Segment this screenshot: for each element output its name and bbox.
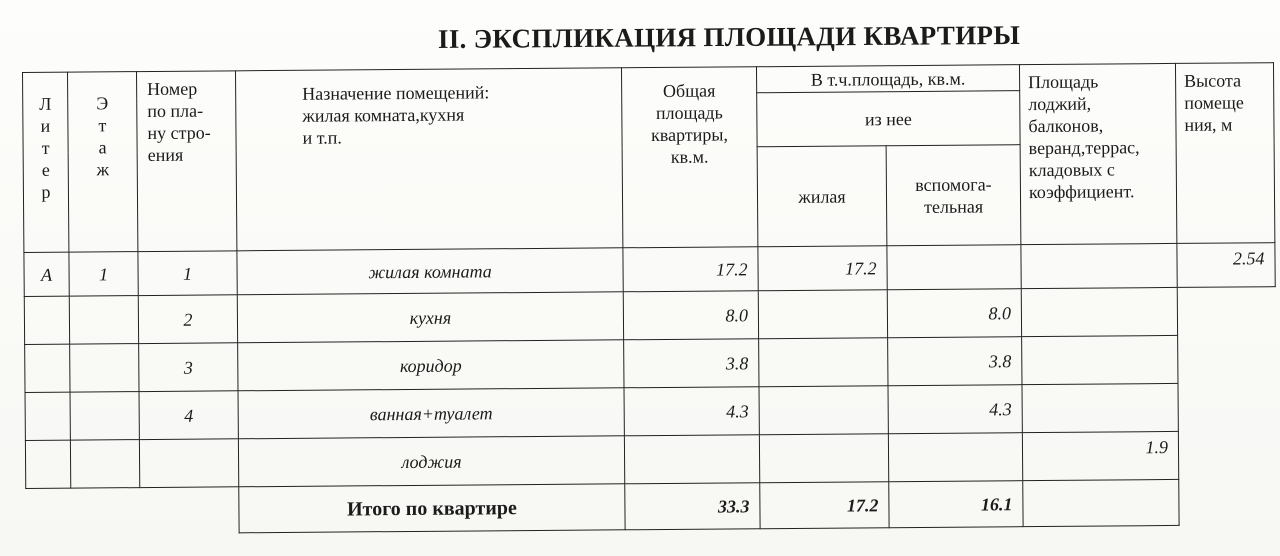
totals-total-area: 33.3	[625, 483, 760, 530]
cell-floor: 1	[69, 252, 138, 297]
cell-liter	[25, 440, 70, 488]
cell-number: 4	[139, 391, 238, 440]
cell-number	[139, 439, 238, 488]
cell-aux-area: 4.3	[888, 385, 1022, 434]
header-living: жилая	[757, 146, 887, 247]
cell-number: 3	[139, 343, 238, 392]
header-auxiliary: вспомога- тельная	[886, 145, 1021, 246]
header-room-number: Номер по пла- ну стро- ения	[137, 71, 237, 252]
cell-height	[1178, 335, 1276, 384]
header-of-which: из нее	[757, 91, 1020, 147]
cell-living-area: 17.2	[758, 246, 887, 291]
cell-room-name: лоджия	[238, 436, 624, 487]
document-title: II. ЭКСПЛИКАЦИЯ ПЛОЩАДИ КВАРТИРЫ	[437, 19, 1021, 54]
header-row	[23, 63, 1274, 99]
cell-height	[1178, 431, 1276, 480]
cell-room-name: жилая комната	[237, 248, 623, 295]
totals-row	[26, 479, 1277, 535]
cell-liter	[24, 296, 69, 344]
cell-total-area: 4.3	[624, 387, 759, 436]
totals-living-area: 17.2	[760, 482, 889, 529]
cell-aux-area: 3.8	[888, 337, 1022, 386]
cell-loggia-area	[1022, 335, 1178, 384]
cell-liter: А	[24, 252, 69, 296]
cell-liter	[25, 392, 70, 440]
header-purpose: Назначение помещений: жилая комната,кухня и т.п.	[235, 68, 622, 251]
header-incl-area: В т.ч.площадь, кв.м.	[756, 65, 1019, 93]
totals-loggia-area	[1023, 479, 1179, 526]
cell-room-name: ванная+туалет	[238, 388, 624, 439]
cell-living-area	[759, 386, 888, 435]
cell-living-area	[758, 290, 887, 339]
cell-liter	[25, 344, 70, 392]
cell-total-area: 3.8	[624, 339, 759, 388]
cell-floor	[69, 296, 138, 345]
cell-total-area	[624, 435, 759, 484]
header-floor: Э т а ж	[68, 72, 138, 253]
cell-aux-area	[888, 433, 1022, 482]
header-loggia-area: Площадь лоджий, балконов, веранд,террас, кладовых с коэффициент.	[1019, 63, 1176, 244]
header-liter: Л и т е р	[23, 72, 69, 252]
cell-aux-area: 8.0	[887, 289, 1021, 338]
cell-living-area	[759, 338, 888, 387]
cell-height: 2.54	[1177, 243, 1275, 288]
cell-floor	[70, 440, 139, 489]
totals-label: Итого по квартире	[239, 484, 625, 533]
cell-number: 2	[138, 295, 237, 344]
cell-loggia-area	[1022, 383, 1178, 432]
cell-loggia-area	[1021, 287, 1177, 336]
cell-loggia-area: 1.9	[1022, 431, 1178, 480]
cell-living-area	[759, 434, 888, 483]
cell-aux-area	[887, 245, 1021, 290]
cell-total-area: 8.0	[623, 291, 758, 340]
cell-loggia-area	[1021, 243, 1177, 288]
cell-total-area: 17.2	[623, 247, 758, 292]
cell-number: 1	[138, 251, 237, 296]
cell-room-name: кухня	[237, 292, 623, 343]
cell-height	[1178, 383, 1276, 432]
cell-floor	[70, 392, 139, 441]
totals-aux-area: 16.1	[889, 481, 1023, 528]
explication-table	[22, 62, 1278, 535]
cell-room-name: коридор	[238, 340, 624, 391]
cell-floor	[70, 344, 139, 393]
header-total-area: Общая площадь квартиры, кв.м.	[621, 67, 757, 248]
header-height: Высота помеще ния, м	[1175, 63, 1274, 244]
cell-height	[1177, 287, 1275, 336]
